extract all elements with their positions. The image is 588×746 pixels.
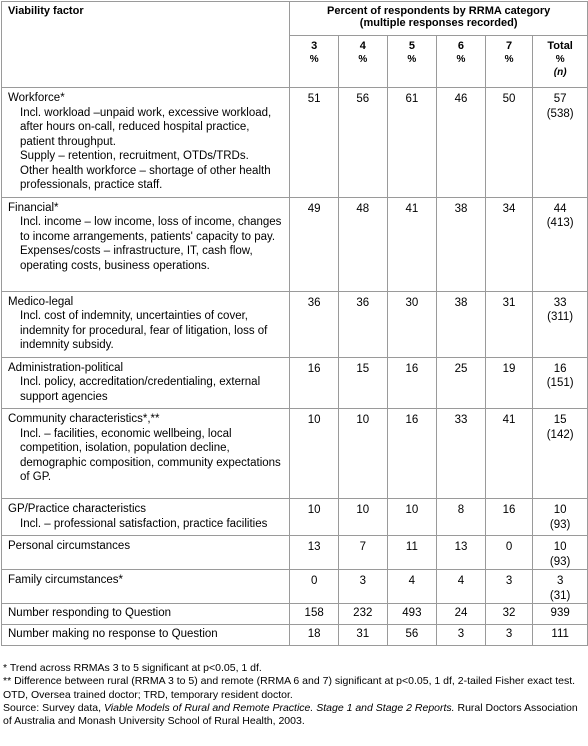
total-cell xyxy=(533,499,588,536)
total-percent: 10 xyxy=(553,504,567,516)
value-cell: 16 xyxy=(387,357,437,409)
factor-cell xyxy=(2,88,290,198)
factor-detail: Incl. – professional satisfaction, practice facilities xyxy=(20,517,268,530)
column-header-rrma-5: 5 % xyxy=(387,36,437,88)
factor-cell xyxy=(2,291,290,357)
factor-cell xyxy=(2,197,290,291)
value-cell: 33 xyxy=(437,409,486,499)
source-title: Viable Models of Rural and Remote Practice. Stage 1 and Stage 2 Reports. xyxy=(103,701,455,714)
table-row xyxy=(2,88,588,198)
factor-title: Administration-political xyxy=(8,361,124,374)
value-cell: 15 xyxy=(338,357,387,409)
summary-value: 31 xyxy=(338,625,387,646)
value-cell: 19 xyxy=(485,357,533,409)
summary-value: 18 xyxy=(290,625,339,646)
total-n: (142) xyxy=(546,428,574,441)
viability-factors-table xyxy=(1,1,588,646)
factor-detail: Expenses/costs – infrastructure, IT, cash flow, operating costs, business operations. xyxy=(20,245,253,272)
value-cell: 41 xyxy=(387,197,437,291)
footnote-difference: ** Difference between rural (RRMA 3 to 5) and remote (RRMA 6 and 7) significant at p<0.05, 1 df, 2-tailed Fisher exact test. xyxy=(3,675,576,688)
header-row xyxy=(2,2,588,36)
total-cell xyxy=(533,536,588,570)
value-cell: 41 xyxy=(485,409,533,499)
value-cell: 3 xyxy=(485,570,533,604)
value-cell: 16 xyxy=(387,409,437,499)
value-cell: 10 xyxy=(338,409,387,499)
value-cell: 13 xyxy=(290,536,339,570)
total-cell xyxy=(533,197,588,291)
summary-value: 232 xyxy=(338,604,387,625)
total-n: (413) xyxy=(546,217,574,229)
column-header-percent xyxy=(290,2,588,36)
value-cell: 4 xyxy=(387,570,437,604)
total-percent: 16 xyxy=(553,362,567,375)
value-cell: 36 xyxy=(290,291,339,357)
factor-title: GP/Practice characteristics xyxy=(8,503,147,515)
value-cell: 10 xyxy=(338,499,387,536)
summary-value: 939 xyxy=(533,604,588,625)
summary-row xyxy=(2,604,588,625)
value-cell: 0 xyxy=(485,536,533,570)
summary-value: 56 xyxy=(387,625,437,646)
value-cell: 31 xyxy=(485,291,533,357)
value-cell: 16 xyxy=(290,357,339,409)
value-cell: 4 xyxy=(437,570,486,604)
total-cell xyxy=(533,88,588,198)
factor-cell xyxy=(2,409,290,499)
total-n: (311) xyxy=(547,311,574,323)
footnote-source: Source: Survey data, Viable Models of Rural and Remote Practice. Stage 1 and Stage 2 Reports. Rural Doctors Association of Australia and Monash University School of Rural Health, 2003. xyxy=(3,701,578,728)
summary-value: 32 xyxy=(485,604,533,625)
total-n: (538) xyxy=(546,107,574,120)
factor-cell xyxy=(2,570,290,604)
value-cell: 11 xyxy=(387,536,437,570)
summary-value: 3 xyxy=(437,625,486,646)
factor-detail: Incl. cost of indemnity, uncertainties of cover, indemnity for procedural, fear of litigation, loss of indemnity subsidy. xyxy=(20,310,268,351)
value-cell: 38 xyxy=(437,291,486,357)
summary-value: 111 xyxy=(533,625,588,646)
value-cell: 46 xyxy=(437,88,486,198)
total-percent: 15 xyxy=(553,414,567,426)
summary-value: 158 xyxy=(290,604,339,625)
table-row xyxy=(2,570,588,604)
factor-title: Community characteristics*,** xyxy=(8,413,160,425)
factor-cell xyxy=(2,357,290,409)
footnote-abbreviations: OTD, Oversea trained doctor; TRD, temporary resident doctor. xyxy=(3,688,293,701)
value-cell: 25 xyxy=(437,357,486,409)
column-header-rrma-7: 7 % xyxy=(485,36,533,88)
total-percent: 33 xyxy=(553,296,567,309)
value-cell: 34 xyxy=(485,197,533,291)
factor-title: Workforce* xyxy=(8,92,65,104)
factor-title: Family circumstances* xyxy=(8,574,124,586)
value-cell: 36 xyxy=(338,291,387,357)
summary-value: 24 xyxy=(437,604,486,625)
value-cell: 7 xyxy=(338,536,387,570)
value-cell: 50 xyxy=(485,88,533,198)
summary-value: 3 xyxy=(485,625,533,646)
factor-detail: Incl. – facilities, economic wellbeing, local competition, isolation, population decline, demographic composition, community expectations of GP. xyxy=(20,427,281,483)
total-cell xyxy=(533,570,588,604)
total-percent: 10 xyxy=(553,541,567,553)
summary-value: 493 xyxy=(387,604,437,625)
summary-label: Number responding to Question xyxy=(2,604,290,625)
value-cell: 10 xyxy=(290,499,339,536)
factor-detail: Incl. income – low income, loss of income, changes to income arrangements, patients' capacity to pay. xyxy=(20,216,282,243)
table-row xyxy=(2,499,588,536)
total-percent: 44 xyxy=(553,202,567,215)
total-n: (93) xyxy=(549,518,571,531)
value-cell: 10 xyxy=(290,409,339,499)
table-row xyxy=(2,409,588,499)
table-row xyxy=(2,357,588,409)
value-cell: 51 xyxy=(290,88,339,198)
value-cell: 49 xyxy=(290,197,339,291)
percent-subtitle: (multiple responses recorded) xyxy=(359,17,518,29)
total-n: (31) xyxy=(549,589,571,602)
total-n: (151) xyxy=(546,377,574,389)
factor-detail: Supply – retention, recruitment, OTDs/TRDs. xyxy=(20,150,249,162)
value-cell: 3 xyxy=(338,570,387,604)
column-header-total: Total % (n) xyxy=(533,36,588,88)
value-cell: 13 xyxy=(437,536,486,570)
value-cell: 48 xyxy=(338,197,387,291)
value-cell: 0 xyxy=(290,570,339,604)
value-cell: 56 xyxy=(338,88,387,198)
total-cell xyxy=(533,357,588,409)
table-row xyxy=(2,291,588,357)
total-cell xyxy=(533,409,588,499)
value-cell: 61 xyxy=(387,88,437,198)
factor-cell xyxy=(2,499,290,536)
column-header-rrma-3: 3 % xyxy=(290,36,339,88)
column-header-rrma-6: 6 % xyxy=(437,36,486,88)
footnotes xyxy=(3,662,585,728)
factor-cell xyxy=(2,536,290,570)
value-cell: 10 xyxy=(387,499,437,536)
summary-row xyxy=(2,625,588,646)
column-header-viability-factor: Viability factor xyxy=(2,2,290,88)
factor-detail: Incl. workload –unpaid work, excessive workload, after hours on-call, reduced hospital practice, patient throughput. xyxy=(20,106,272,148)
table-row xyxy=(2,197,588,291)
total-n: (93) xyxy=(549,555,571,568)
factor-detail: Other health workforce – shortage of other health professionals, practice staff. xyxy=(20,164,271,191)
footnote-trend: * Trend across RRMAs 3 to 5 significant at p<0.05, 1 df. xyxy=(3,662,262,674)
summary-label: Number making no response to Question xyxy=(2,625,290,646)
factor-detail: Incl. policy, accreditation/credentialing, external support agencies xyxy=(20,376,261,403)
factor-title: Medico-legal xyxy=(8,295,74,308)
total-percent: 57 xyxy=(553,93,567,105)
table-row xyxy=(2,536,588,570)
total-cell xyxy=(533,291,588,357)
factor-title: Personal circumstances xyxy=(8,540,131,552)
value-cell: 16 xyxy=(485,499,533,536)
percent-title: Percent of respondents by RRMA category xyxy=(327,5,551,17)
factor-title: Financial* xyxy=(8,201,59,214)
total-percent: 3 xyxy=(556,575,564,587)
value-cell: 8 xyxy=(437,499,486,536)
value-cell: 38 xyxy=(437,197,486,291)
value-cell: 30 xyxy=(387,291,437,357)
column-header-rrma-4: 4 % xyxy=(338,36,387,88)
